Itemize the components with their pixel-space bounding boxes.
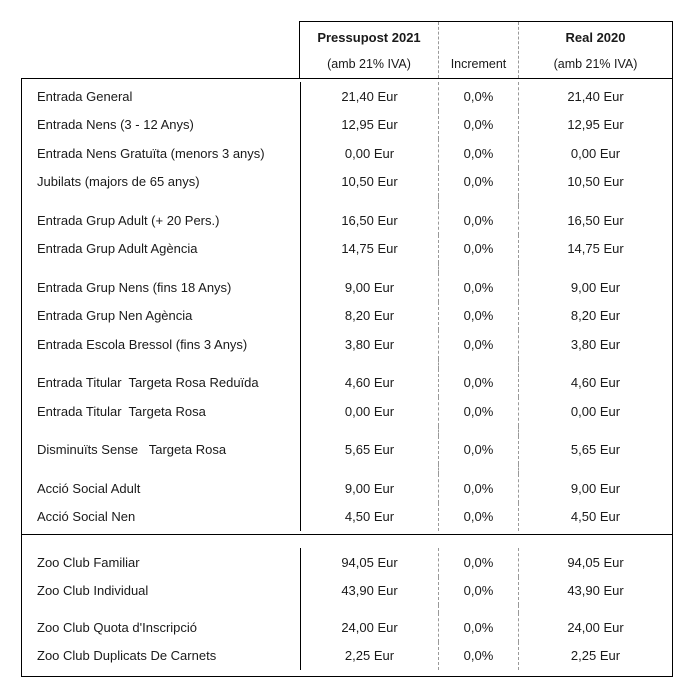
- table-row: [22, 503, 672, 532]
- table-row: [22, 111, 672, 140]
- real-2020-value: [518, 263, 672, 273]
- increment-value: 0,0%: [438, 369, 518, 398]
- table-row: [22, 548, 672, 577]
- real-2020-value: [518, 196, 672, 206]
- increment-value: 0,0%: [438, 302, 518, 331]
- real-2020-value: 16,50 Eur: [518, 206, 672, 235]
- pressupost-2021-value: [300, 359, 438, 369]
- increment-value: 0,0%: [438, 168, 518, 197]
- row-label: [22, 464, 300, 474]
- pressupost-2021-value: 9,00 Eur: [300, 273, 438, 302]
- pressupost-2021-value: 0,00 Eur: [300, 139, 438, 168]
- table-row: [22, 206, 672, 235]
- increment-value: 0,0%: [438, 642, 518, 671]
- row-label: Jubilats (majors de 65 anys): [37, 174, 200, 190]
- real-2020-value: 5,65 Eur: [518, 436, 672, 465]
- table-row: [22, 168, 672, 197]
- section-zoo-club: [22, 534, 672, 676]
- real-2020-value: 0,00 Eur: [518, 139, 672, 168]
- table-row: [22, 330, 672, 359]
- pressupost-2021-value: [300, 464, 438, 474]
- row-label: Zoo Club Duplicats De Carnets: [37, 648, 217, 664]
- table-row: [22, 436, 672, 465]
- increment-value: 0,0%: [438, 503, 518, 532]
- pressupost-2021-value: 24,00 Eur: [300, 613, 438, 642]
- table-row: [22, 613, 672, 642]
- header-col-pressupost-2021: [300, 22, 438, 78]
- pressupost-2021-value: 8,20 Eur: [300, 302, 438, 331]
- table-row: [22, 577, 672, 606]
- real-2020-value: 4,60 Eur: [518, 369, 672, 398]
- increment-value: 0,0%: [438, 397, 518, 426]
- row-label: Entrada Titular Targeta Rosa Reduïda: [37, 375, 259, 391]
- table-row: [22, 474, 672, 503]
- spacer-row: [22, 426, 672, 436]
- table-row: [22, 642, 672, 671]
- real-2020-value: 24,00 Eur: [518, 613, 672, 642]
- row-label: Entrada Grup Nen Agència: [37, 308, 193, 324]
- increment-value: [438, 426, 518, 436]
- real-2020-value: 4,50 Eur: [518, 503, 672, 532]
- increment-value: 0,0%: [438, 613, 518, 642]
- increment-value: [438, 605, 518, 613]
- pressupost-2021-value: 43,90 Eur: [300, 577, 438, 606]
- increment-value: 0,0%: [438, 82, 518, 111]
- pressupost-2021-value: 94,05 Eur: [300, 548, 438, 577]
- increment-value: 0,0%: [438, 273, 518, 302]
- row-label: [22, 426, 300, 436]
- increment-value: [438, 263, 518, 273]
- row-label: Entrada Grup Adult Agència: [37, 241, 198, 257]
- table-row: [22, 369, 672, 398]
- header-col-increment: [438, 22, 518, 78]
- real-2020-value: 3,80 Eur: [518, 330, 672, 359]
- row-label: [22, 196, 300, 206]
- row-label: Entrada General: [37, 88, 133, 104]
- row-label: Disminuïts Sense Targeta Rosa: [37, 442, 227, 458]
- row-label: Acció Social Adult: [37, 480, 141, 496]
- real-2020-value: [518, 426, 672, 436]
- table-header: [299, 21, 673, 78]
- pressupost-2021-value: 3,80 Eur: [300, 330, 438, 359]
- pressupost-2021-value: [300, 605, 438, 613]
- pressupost-2021-value: 2,25 Eur: [300, 642, 438, 671]
- pressupost-2021-value: 4,50 Eur: [300, 503, 438, 532]
- increment-value: 0,0%: [438, 436, 518, 465]
- increment-value: 0,0%: [438, 235, 518, 264]
- spacer-row: [22, 263, 672, 273]
- real-2020-value: 10,50 Eur: [518, 168, 672, 197]
- table-row: [22, 273, 672, 302]
- real-2020-value: [518, 464, 672, 474]
- row-label: [22, 263, 300, 273]
- pressupost-2021-value: [300, 196, 438, 206]
- row-label: Zoo Club Familiar: [37, 554, 140, 570]
- real-2020-value: 8,20 Eur: [518, 302, 672, 331]
- row-label: Zoo Club Individual: [37, 583, 149, 599]
- table-row: [22, 397, 672, 426]
- row-label: Entrada Grup Nens (fins 18 Anys): [37, 279, 232, 295]
- pressupost-2021-value: 16,50 Eur: [300, 206, 438, 235]
- spacer-row: [22, 359, 672, 369]
- row-label: Acció Social Nen: [37, 509, 136, 525]
- real-2020-subtitle: (amb 21% IVA): [553, 56, 638, 71]
- real-2020-value: 94,05 Eur: [518, 548, 672, 577]
- row-label: Entrada Escola Bressol (fins 3 Anys): [37, 336, 248, 352]
- table-body: [21, 78, 673, 677]
- pressupost-2021-title: Pressupost 2021: [317, 30, 421, 45]
- increment-value: 0,0%: [438, 577, 518, 606]
- row-label: [22, 605, 300, 613]
- section-entrades: [22, 79, 672, 534]
- pressupost-2021-value: 12,95 Eur: [300, 111, 438, 140]
- pressupost-2021-value: 4,60 Eur: [300, 369, 438, 398]
- real-2020-value: [518, 359, 672, 369]
- increment-title: Increment: [450, 56, 507, 71]
- increment-value: 0,0%: [438, 206, 518, 235]
- real-2020-value: 9,00 Eur: [518, 474, 672, 503]
- real-2020-value: 43,90 Eur: [518, 577, 672, 606]
- table-row: [22, 302, 672, 331]
- increment-value: [438, 464, 518, 474]
- header-col-real-2020: [518, 22, 672, 78]
- tariff-table: [21, 21, 673, 677]
- increment-value: 0,0%: [438, 548, 518, 577]
- pressupost-2021-value: 5,65 Eur: [300, 436, 438, 465]
- increment-value: [438, 359, 518, 369]
- row-label: Zoo Club Quota d'Inscripció: [37, 619, 198, 635]
- row-label: Entrada Grup Adult (+ 20 Pers.): [37, 212, 220, 228]
- table-row: [22, 139, 672, 168]
- pressupost-2021-subtitle: (amb 21% IVA): [327, 56, 411, 71]
- increment-value: 0,0%: [438, 111, 518, 140]
- row-label: Entrada Nens (3 - 12 Anys): [37, 117, 194, 133]
- spacer-row: [22, 605, 672, 613]
- pressupost-2021-value: [300, 426, 438, 436]
- table-row: [22, 82, 672, 111]
- real-2020-value: [518, 605, 672, 613]
- spacer-row: [22, 464, 672, 474]
- real-2020-value: 9,00 Eur: [518, 273, 672, 302]
- pressupost-2021-value: [300, 263, 438, 273]
- row-label: Entrada Nens Gratuïta (menors 3 anys): [37, 145, 265, 161]
- pressupost-2021-value: 10,50 Eur: [300, 168, 438, 197]
- pressupost-2021-value: 21,40 Eur: [300, 82, 438, 111]
- pressupost-2021-value: 14,75 Eur: [300, 235, 438, 264]
- real-2020-value: 12,95 Eur: [518, 111, 672, 140]
- row-label: Entrada Titular Targeta Rosa: [37, 403, 206, 419]
- pressupost-2021-value: 9,00 Eur: [300, 474, 438, 503]
- table-row: [22, 235, 672, 264]
- real-2020-value: 2,25 Eur: [518, 642, 672, 671]
- real-2020-value: 0,00 Eur: [518, 397, 672, 426]
- increment-value: 0,0%: [438, 330, 518, 359]
- spacer-row: [22, 196, 672, 206]
- increment-value: [438, 196, 518, 206]
- real-2020-value: 14,75 Eur: [518, 235, 672, 264]
- increment-value: 0,0%: [438, 139, 518, 168]
- pressupost-2021-value: 0,00 Eur: [300, 397, 438, 426]
- row-label: [22, 359, 300, 369]
- increment-value: 0,0%: [438, 474, 518, 503]
- real-2020-value: 21,40 Eur: [518, 82, 672, 111]
- real-2020-title: Real 2020: [565, 30, 626, 45]
